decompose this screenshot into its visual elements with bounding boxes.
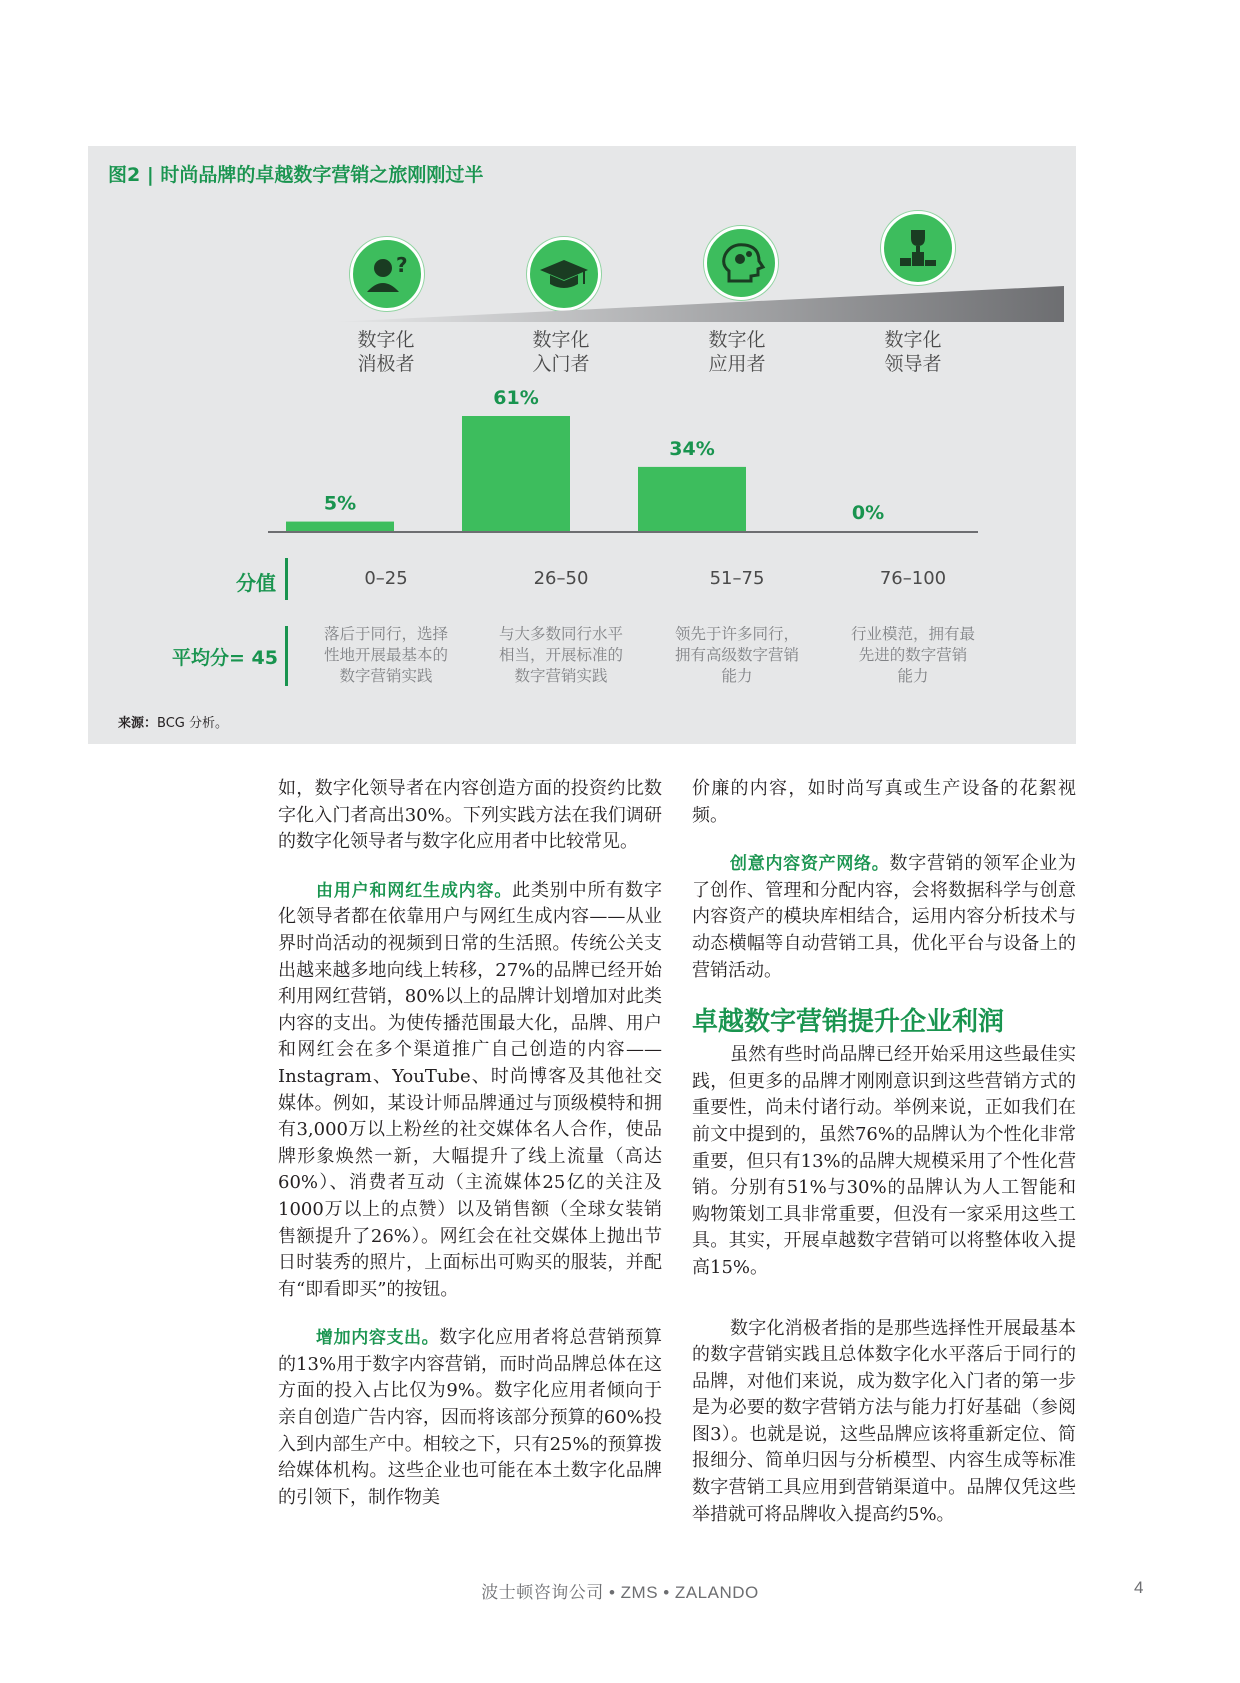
score-axis-label: 分值 [236, 571, 276, 595]
score-distribution-chart [258, 386, 978, 546]
range-label-1: 0–25 [364, 568, 408, 589]
footer-publishers: 波士顿咨询公司 • ZMS • ZALANDO [481, 1583, 759, 1602]
figure-panel [88, 146, 1076, 744]
stage-description-4: 行业模范，拥有最 先进的数字营销 能力 [850, 625, 975, 685]
section-heading: 卓越数字营销提升企业利润 [692, 1007, 1005, 1038]
stage-description-3: 领先于许多同行， 拥有高级数字营销 能力 [674, 625, 799, 685]
page-number: 4 [1134, 1578, 1144, 1597]
stage-label-4: 数字化 领导者 [884, 329, 942, 375]
figure-source: 来源：BCG 分析。 [118, 716, 228, 731]
right-paragraph-1: 价廉的内容，如时尚写真或生产设备的花絮视频。 [692, 778, 1076, 826]
maturity-gradient-wedge [332, 286, 1064, 324]
ugc-heading: 由用户和网红生成内容。 [316, 880, 513, 901]
range-label-3: 51–75 [709, 568, 765, 589]
right-paragraph-2: 创意内容资产网络。数字营销的领军企业为了创作、管理和分配内容，会将数据科学与创意内容资产的模块库相结合，运用内容分析技术与动态横幅等自动营销工具，优化平台与设备上的营销活动。 [692, 853, 1076, 981]
bar-2 [462, 416, 570, 531]
bar-3 [638, 467, 746, 531]
content-spend-heading: 增加内容支出。 [316, 1328, 440, 1349]
svg-text:?: ? [396, 253, 408, 277]
left-text-column [278, 776, 662, 1511]
stage-description-2: 与大多数同行水平 相当，开展标准的 数字营销实践 [498, 625, 623, 685]
average-axis-bar [285, 626, 288, 686]
right-paragraph-3: 虽然有些时尚品牌已经开始采用这些最佳实践，但更多的品牌才刚刚意识到这些营销方式的重要性，尚未付诸行动。举例来说，正如我们在前文中提到的，虽然76%的品牌认为个性化非常重要，但只有13%的品牌大规模采用了个性化营销。分别有51%与30%的品牌认为人工智能和购物策划工具非常重要，但没有一家采用这些工具。其实，开展卓越数字营销可以将整体收入提高15%。 [692, 1044, 1076, 1278]
left-paragraph-1: 如，数字化领导者在内容创造方面的投资约比数字化入门者高出30%。下列实践方法在我们调研的数字化领导者与数字化应用者中比较常见。 [278, 778, 662, 853]
stage-label-1: 数字化 消极者 [357, 329, 415, 375]
left-paragraph-2: 由用户和网红生成内容。此类别中所有数字化领导者都在依靠用户与网红生成内容——从业界时尚活动的视频到日常的生活照。传统公关支出越来越多地向线上转移，27%的品牌已经开始利用网红营销，80%以上的品牌计划增加对此类内容的支出。为使传播范围最大化，品牌、用户和网红会在多个渠道推广自己创造的内容——Instagram、YouTube、时尚博客及其他社交媒体。例如，某设计师品牌通过与顶级模特和拥有3,000万以上粉丝的社交媒体名人合作，使品牌形象焕然一新，大幅提升了线上流量（高达60%）、消费者互动（主流媒体25亿的关注及1000万以上的点赞）以及销售额（全球女装销售额提升了26%）。网红会在社交媒体上抛出节日时装秀的照片，上面标出可购买的服装，并配有“即看即买”的按钮。 [278, 879, 663, 1300]
bar-value-label-3: 34% [669, 437, 715, 460]
stage-label-2: 数字化 入门者 [532, 329, 590, 375]
creative-network-heading: 创意内容资产网络。 [730, 854, 890, 875]
left-paragraph-3: 增加内容支出。数字化应用者将总营销预算的13%用于数字内容营销，而时尚品牌总体在这方面的投入占比仅为9%。数字化应用者倾向于亲自创造广告内容，因而将该部分预算的60%投入到内部生产中。相较之下，只有25%的预算拨给媒体机构。这些企业也可能在本土数字化品牌的引领下，制作物美 [278, 1327, 663, 1508]
range-label-4: 76–100 [879, 568, 947, 589]
bar-value-label-4: 0% [851, 502, 885, 524]
right-text-column [692, 776, 1076, 1528]
score-axis-bar [285, 558, 288, 600]
bar-value-label-1: 5% [323, 492, 357, 515]
average-score-label: 平均分= 45 [172, 647, 278, 669]
right-paragraph-4: 数字化消极者指的是那些选择性开展最基本的数字营销实践且总体数字化水平落后于同行的品牌，对他们来说，成为数字化入门者的第一步是为必要的数字营销方法与能力打好基础（参阅图3）。也就是说，这些品牌应该将重新定位、简报细分、简单归因与分析模型、内容生成等标准数字营销工具应用到营销渠道中。品牌仅凭这些举措就可将品牌收入提高约5%。 [692, 1317, 1076, 1525]
stage-label-3: 数字化 应用者 [708, 329, 766, 375]
stage-description-1: 落后于同行，选择 性地开展最基本的 数字营销实践 [323, 625, 448, 685]
range-label-2: 26–50 [533, 568, 589, 589]
bar-value-label-2: 61% [493, 387, 539, 409]
figure-title: 图2 | 时尚品牌的卓越数字营销之旅刚刚过半 [108, 164, 484, 186]
bar-1 [286, 522, 394, 531]
trophy-podium-icon [881, 211, 955, 285]
